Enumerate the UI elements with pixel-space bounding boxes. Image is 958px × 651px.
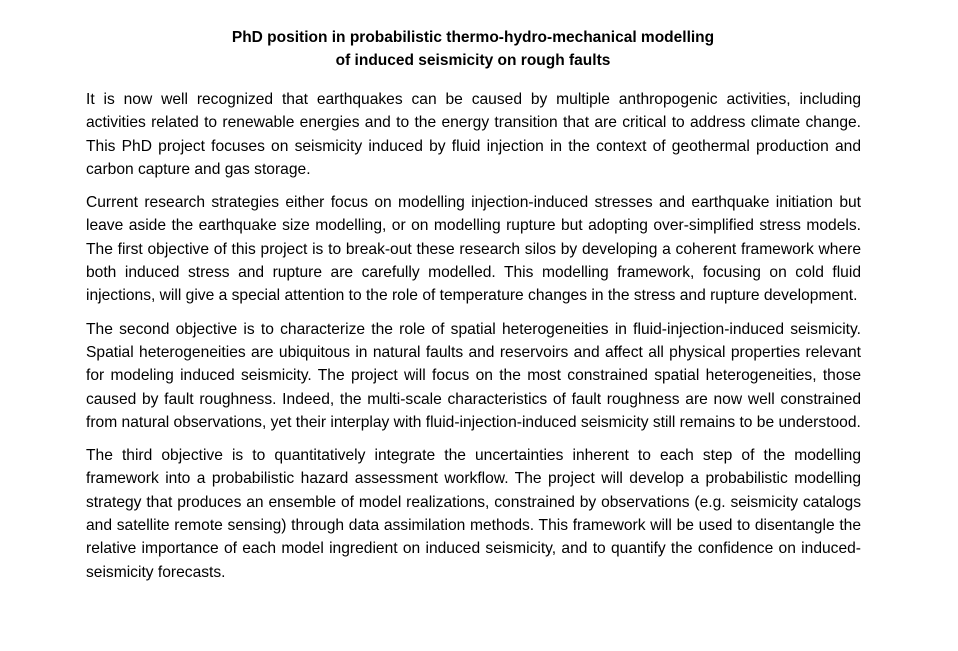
title-line-1: PhD position in probabilistic thermo-hydro-mechanical modelling — [231, 29, 715, 46]
document-title — [0, 26, 946, 72]
document-body — [86, 88, 861, 594]
paragraph-first-objective: Current research strategies either focus on modelling injection-induced stresses and earthquake initiation but leave aside the earthquake size modelling, or on modelling rupture but adopting over-simplified stress models. The first objective of this project is to break-out these research silos by developing a coherent framework where both induced stress and rupture are carefully modelled. This modelling framework, focusing on cold fluid injections, will give a special attention to the role of temperature changes in the stress and rupture development. — [86, 194, 861, 305]
paragraph-second-objective: The second objective is to characterize the role of spatial heterogeneities in fluid-injection-induced seismicity. Spatial heterogeneities are ubiquitous in natural faults and reservoirs and affect all physical properties relevant for modeling induced seismicity. The project will focus on the most constrained spatial heterogeneities, those caused by fault roughness. Indeed, the multi-scale characteristics of fault roughness are now well constrained from natural observations, yet their interplay with fluid-injection-induced seismicity still remains to be understood. — [86, 320, 861, 431]
paragraph-third-objective: The third objective is to quantitatively integrate the uncertainties inherent to each step of the modelling framework into a probabilistic hazard assessment workflow. The project will develop a probabilistic modelling strategy that produces an ensemble of model realizations, constrained by observations (e.g. seismicity catalogs and satellite remote sensing) through data assimilation methods. This framework will be used to disentangle the relative importance of each model ingredient on induced seismicity, and to quantify the confidence on induced-seismicity forecasts. — [86, 447, 861, 581]
paragraph-intro: It is now well recognized that earthquakes can be caused by multiple anthropogenic activities, including activities related to renewable energies and to the energy transition that are critical to address climate change. This PhD project focuses on seismicity induced by fluid injection in the context of geothermal production and carbon capture and gas storage. — [86, 91, 861, 178]
title-line-2: of induced seismicity on rough faults — [335, 52, 611, 69]
